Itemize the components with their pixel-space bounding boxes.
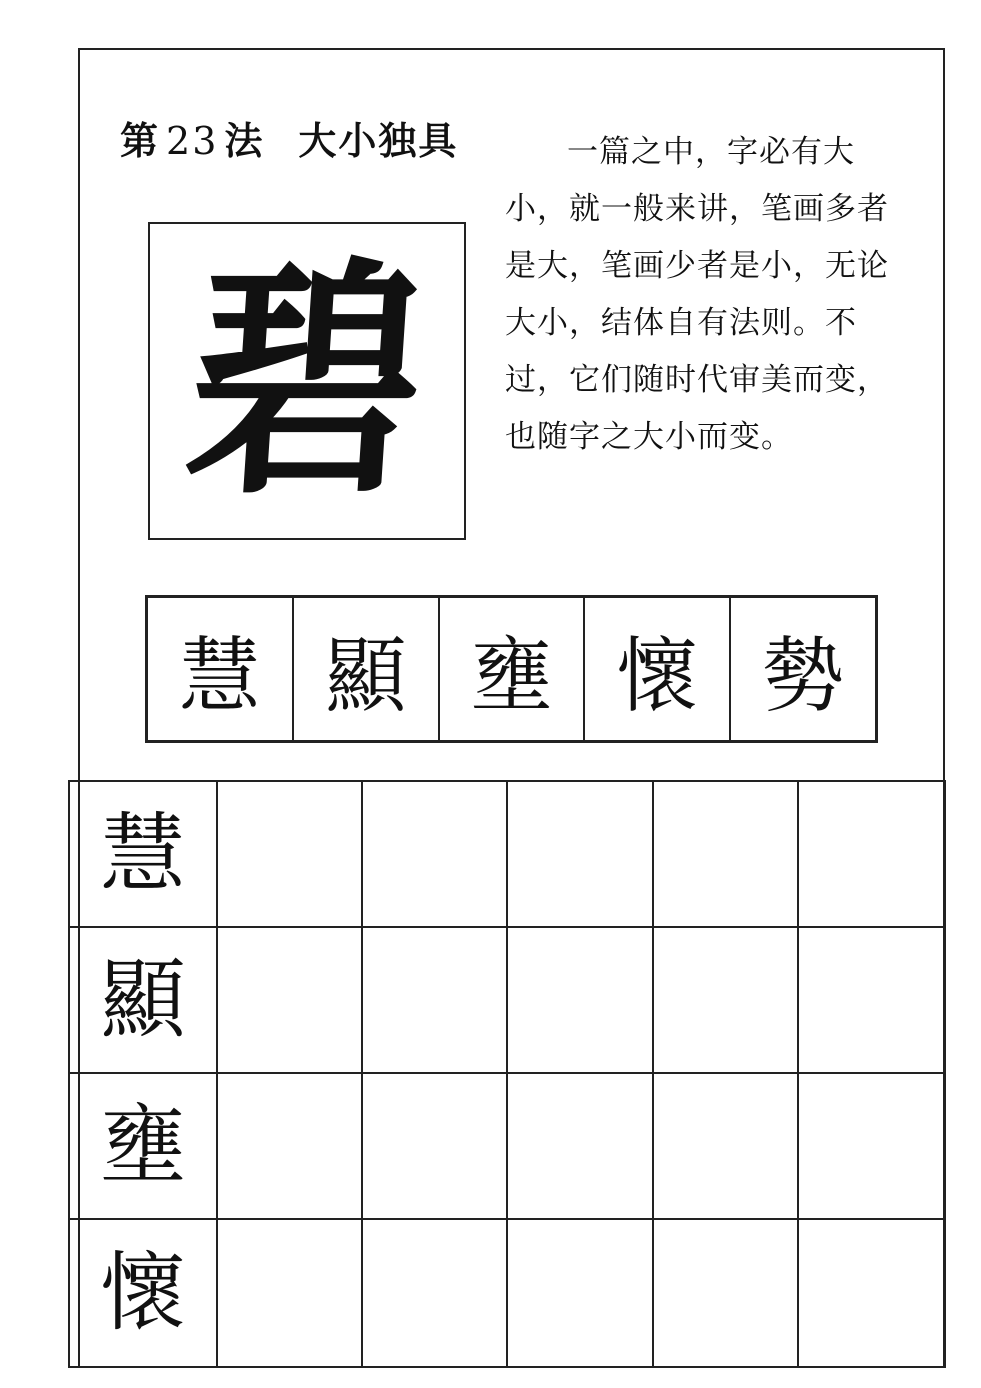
example-char: 碧 [178,234,436,528]
practice-cell[interactable] [218,1220,363,1366]
practice-row-label [70,782,218,928]
practice-cell[interactable] [654,1220,799,1366]
practice-cell[interactable] [363,1220,508,1366]
practice-cell[interactable] [508,1074,653,1220]
title-suffix: 法 [224,119,265,163]
example-char-box [148,222,466,540]
practice-model-char: 懷 [100,1243,186,1343]
practice-cell[interactable] [508,1220,653,1366]
practice-cell[interactable] [363,782,508,928]
practice-cell[interactable] [363,928,508,1074]
practice-cell[interactable] [799,928,944,1074]
title-prefix: 第 [120,119,161,163]
practice-model-char: 壅 [100,1096,186,1196]
sample-char: 慧 [148,598,294,740]
practice-cell[interactable] [799,1220,944,1366]
practice-cell[interactable] [654,782,799,928]
practice-grid [68,780,946,1368]
practice-cell[interactable] [654,928,799,1074]
practice-cell[interactable] [654,1074,799,1220]
practice-model-char: 顯 [100,950,186,1050]
lesson-name: 大小独具 [298,119,459,163]
practice-cell[interactable] [218,928,363,1074]
description-text: 一篇之中，字必有大小，就一般来讲，笔画多者是大，笔画少者是小，无论大小，结体自有法则。不过，它们随时代审美而变，也随字之大小而变。 [505,134,889,455]
lesson-number: 23 [166,119,219,163]
practice-row-label [70,1220,218,1366]
practice-model-char: 慧 [100,804,186,904]
practice-row-label [70,1074,218,1220]
sample-char: 懷 [585,598,731,740]
lesson-title [120,110,458,165]
sample-char: 壅 [440,598,586,740]
practice-cell[interactable] [218,1074,363,1220]
practice-cell[interactable] [218,782,363,928]
practice-cell[interactable] [799,1074,944,1220]
practice-cell[interactable] [799,782,944,928]
sample-char-row [145,595,878,743]
practice-cell[interactable] [363,1074,508,1220]
sample-char: 勢 [762,628,845,724]
practice-cell[interactable] [508,782,653,928]
practice-row-label [70,928,218,1074]
practice-cell[interactable] [508,928,653,1074]
sample-char: 顯 [294,598,440,740]
